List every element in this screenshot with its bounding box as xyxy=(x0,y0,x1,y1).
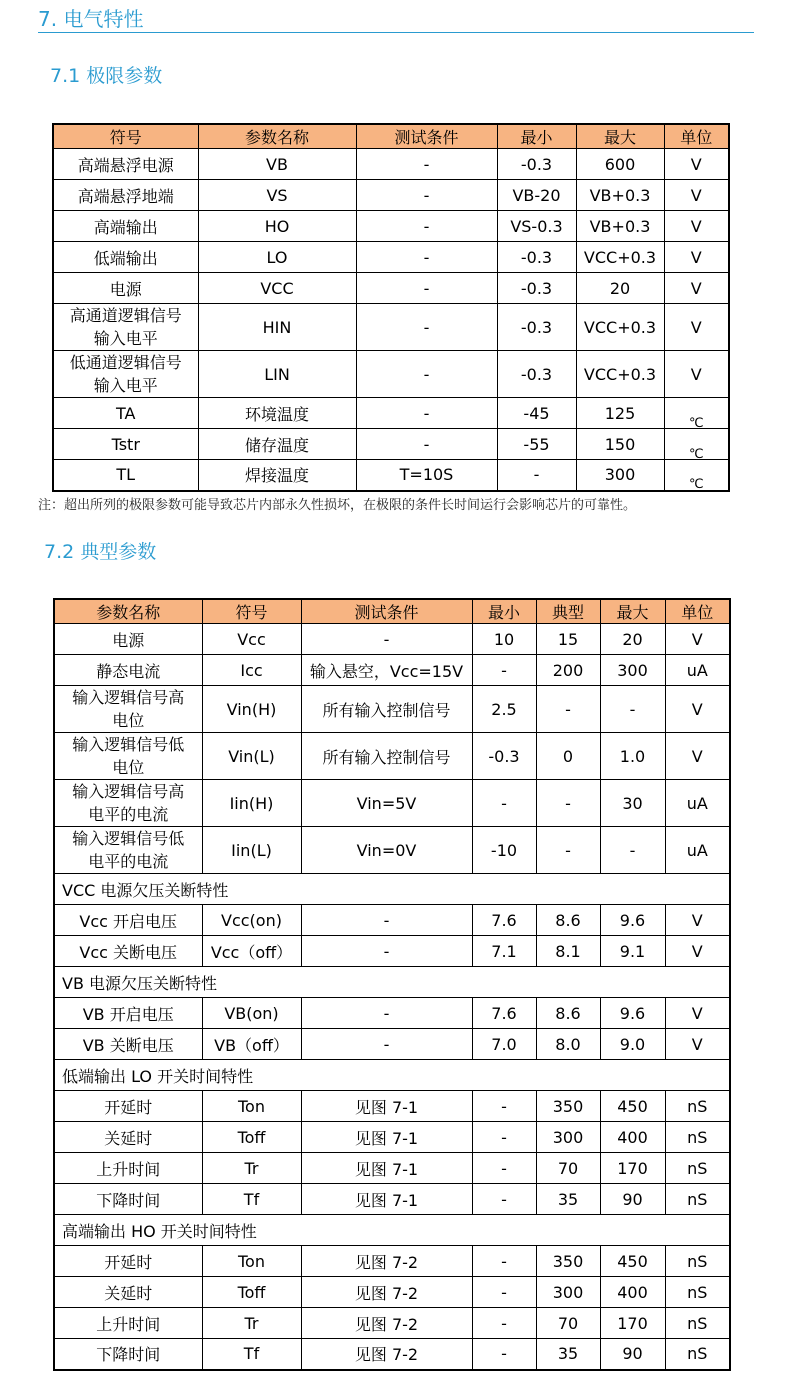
table-cell: -0.3 xyxy=(497,242,576,273)
group-header-row xyxy=(54,1215,730,1246)
table-row xyxy=(54,1308,730,1339)
table-cell: VB(on) xyxy=(202,998,301,1029)
table-cell: Tr xyxy=(202,1308,301,1339)
column-header: 最大 xyxy=(600,599,665,624)
column-header: 单位 xyxy=(664,124,729,149)
table-cell: 9.1 xyxy=(600,936,665,967)
column-header: 符号 xyxy=(53,124,198,149)
table-cell: VS-0.3 xyxy=(497,211,576,242)
table-cell: Vcc xyxy=(202,624,301,655)
table-cell: 300 xyxy=(576,460,664,491)
table-cell: 7.1 xyxy=(472,936,536,967)
table-cell: Vin(H) xyxy=(202,686,301,733)
table-cell: - xyxy=(472,655,536,686)
table-cell: 600 xyxy=(576,149,664,180)
table-cell: V xyxy=(665,686,730,733)
table-cell: -0.3 xyxy=(472,733,536,780)
table-cell: 焊接温度 xyxy=(198,460,356,491)
table-cell: Vin=5V xyxy=(301,780,472,827)
table-cell: Vin=0V xyxy=(301,827,472,874)
group-header-row xyxy=(54,874,730,905)
table-cell: 10 xyxy=(472,624,536,655)
table-cell: - xyxy=(497,460,576,491)
table-cell: 7.6 xyxy=(472,998,536,1029)
table-cell: VB xyxy=(198,149,356,180)
table-cell: - xyxy=(301,998,472,1029)
table-cell: 9.6 xyxy=(600,905,665,936)
table-cell: 7.6 xyxy=(472,905,536,936)
table-cell: 低端输出 xyxy=(53,242,198,273)
group-title: 高端输出 HO 开关时间特性 xyxy=(54,1215,730,1246)
table-cell: - xyxy=(536,686,600,733)
table-cell: VB 关断电压 xyxy=(54,1029,202,1060)
table-cell: 关延时 xyxy=(54,1122,202,1153)
typical-table xyxy=(53,598,731,1371)
table-cell: - xyxy=(472,1153,536,1184)
table-row xyxy=(54,936,730,967)
table-cell: nS xyxy=(665,1308,730,1339)
table-row xyxy=(54,827,730,874)
table-cell: 高端悬浮电源 xyxy=(53,149,198,180)
table-cell: Toff xyxy=(202,1122,301,1153)
table-cell: 见图 7-1 xyxy=(301,1184,472,1215)
table-cell: - xyxy=(536,780,600,827)
column-header: 典型 xyxy=(536,599,600,624)
table-cell: - xyxy=(600,827,665,874)
table-cell: 关延时 xyxy=(54,1277,202,1308)
table-cell: VB-20 xyxy=(497,180,576,211)
table-cell: - xyxy=(301,1029,472,1060)
table-cell: 20 xyxy=(600,624,665,655)
table-cell: TA xyxy=(53,398,198,429)
table-cell: HO xyxy=(198,211,356,242)
column-header: 参数名称 xyxy=(198,124,356,149)
table-cell: 见图 7-2 xyxy=(301,1308,472,1339)
table-cell: -0.3 xyxy=(497,351,576,398)
table-cell: Toff xyxy=(202,1277,301,1308)
table-cell: 125 xyxy=(576,398,664,429)
column-header: 参数名称 xyxy=(54,599,202,624)
table-cell: LIN xyxy=(198,351,356,398)
table-cell: - xyxy=(301,905,472,936)
table-cell: 下降时间 xyxy=(54,1339,202,1370)
column-header: 符号 xyxy=(202,599,301,624)
typical-title: 7.2 典型参数 xyxy=(44,541,157,563)
table-cell: 15 xyxy=(536,624,600,655)
table-cell: uA xyxy=(665,780,730,827)
table-cell: - xyxy=(301,936,472,967)
table-cell: 7.0 xyxy=(472,1029,536,1060)
table-cell: V xyxy=(664,149,729,180)
table-row xyxy=(54,905,730,936)
table-cell: 8.1 xyxy=(536,936,600,967)
table-cell: Tr xyxy=(202,1153,301,1184)
table-cell: -55 xyxy=(497,429,576,460)
table-cell: 输入悬空，Vcc=15V xyxy=(301,655,472,686)
table-cell: -0.3 xyxy=(497,149,576,180)
table-cell: - xyxy=(356,351,497,398)
table-cell: VCC+0.3 xyxy=(576,351,664,398)
table-cell: VCC+0.3 xyxy=(576,242,664,273)
table-cell: 1.0 xyxy=(600,733,665,780)
table-cell: V xyxy=(664,211,729,242)
table-cell: 见图 7-1 xyxy=(301,1091,472,1122)
table-cell: - xyxy=(472,1308,536,1339)
table-cell: V xyxy=(664,180,729,211)
table-cell: VB 开启电压 xyxy=(54,998,202,1029)
table-row xyxy=(54,1153,730,1184)
table-cell: 上升时间 xyxy=(54,1308,202,1339)
table-cell: 90 xyxy=(600,1339,665,1370)
column-header: 测试条件 xyxy=(356,124,497,149)
table-cell: 静态电流 xyxy=(54,655,202,686)
table-row xyxy=(53,273,729,304)
table-cell: VB+0.3 xyxy=(576,211,664,242)
table-cell: 450 xyxy=(600,1246,665,1277)
table-cell: 0 xyxy=(536,733,600,780)
table-cell: - xyxy=(472,1339,536,1370)
table-cell: 见图 7-2 xyxy=(301,1277,472,1308)
table-row xyxy=(53,211,729,242)
table-cell: -0.3 xyxy=(497,304,576,351)
table-cell: 见图 7-2 xyxy=(301,1246,472,1277)
table-cell: VB（off） xyxy=(202,1029,301,1060)
table-cell: V xyxy=(664,351,729,398)
table-cell: 300 xyxy=(600,655,665,686)
table-cell: - xyxy=(472,1184,536,1215)
group-title: 低端输出 LO 开关时间特性 xyxy=(54,1060,730,1091)
table-cell: 350 xyxy=(536,1246,600,1277)
table-cell: 8.6 xyxy=(536,905,600,936)
table-cell: 输入逻辑信号高 电平的电流 xyxy=(54,780,202,827)
table-cell: Iin(L) xyxy=(202,827,301,874)
table-cell: 70 xyxy=(536,1153,600,1184)
table-cell: V xyxy=(665,624,730,655)
table-cell: 170 xyxy=(600,1308,665,1339)
table-cell: 电源 xyxy=(54,624,202,655)
table-cell: V xyxy=(664,304,729,351)
table-cell: 高端悬浮地端 xyxy=(53,180,198,211)
table-cell: T=10S xyxy=(356,460,497,491)
table-row xyxy=(54,780,730,827)
table-cell: 输入逻辑信号低 电位 xyxy=(54,733,202,780)
table-cell: Iin(H) xyxy=(202,780,301,827)
table-row xyxy=(54,1339,730,1370)
table-cell: 低通道逻辑信号 输入电平 xyxy=(53,351,198,398)
table-row xyxy=(53,304,729,351)
table-cell: - xyxy=(472,1091,536,1122)
limits-note: 注：超出所列的极限参数可能导致芯片内部永久性损坏，在极限的条件长时间运行会影响芯片的可靠性。 xyxy=(38,498,637,513)
table-cell: - xyxy=(472,1122,536,1153)
table-cell: nS xyxy=(665,1246,730,1277)
table-cell: V xyxy=(665,936,730,967)
table-cell: 400 xyxy=(600,1122,665,1153)
table-cell: 所有输入控制信号 xyxy=(301,733,472,780)
table-row xyxy=(54,1277,730,1308)
table-cell: V xyxy=(664,273,729,304)
table-cell: Ton xyxy=(202,1246,301,1277)
table-cell: 电源 xyxy=(53,273,198,304)
typical-header-row xyxy=(54,599,730,624)
table-cell: 见图 7-1 xyxy=(301,1153,472,1184)
table-cell: 30 xyxy=(600,780,665,827)
table-cell: 所有输入控制信号 xyxy=(301,686,472,733)
group-header-row xyxy=(54,1060,730,1091)
table-row xyxy=(54,1246,730,1277)
table-cell: - xyxy=(356,242,497,273)
table-cell: nS xyxy=(665,1184,730,1215)
column-header: 测试条件 xyxy=(301,599,472,624)
table-cell: nS xyxy=(665,1277,730,1308)
table-cell: Vcc(on) xyxy=(202,905,301,936)
column-header: 单位 xyxy=(665,599,730,624)
table-cell: 开延时 xyxy=(54,1246,202,1277)
table-cell: 输入逻辑信号低 电平的电流 xyxy=(54,827,202,874)
table-cell: nS xyxy=(665,1091,730,1122)
column-header: 最小 xyxy=(472,599,536,624)
table-cell: Tf xyxy=(202,1339,301,1370)
table-row xyxy=(53,149,729,180)
table-cell: VCC+0.3 xyxy=(576,304,664,351)
table-cell: Vcc 开启电压 xyxy=(54,905,202,936)
table-cell: - xyxy=(536,827,600,874)
table-cell: 见图 7-1 xyxy=(301,1122,472,1153)
table-cell: 9.0 xyxy=(600,1029,665,1060)
table-cell: 环境温度 xyxy=(198,398,356,429)
group-title: VCC 电源欠压关断特性 xyxy=(54,874,730,905)
table-cell: V xyxy=(665,1029,730,1060)
table-row xyxy=(53,460,729,491)
table-cell: 见图 7-2 xyxy=(301,1339,472,1370)
table-cell: 35 xyxy=(536,1184,600,1215)
table-cell: nS xyxy=(665,1339,730,1370)
table-cell: 150 xyxy=(576,429,664,460)
limits-table xyxy=(52,123,730,492)
table-cell: - xyxy=(356,429,497,460)
table-cell: Vin(L) xyxy=(202,733,301,780)
table-cell: 储存温度 xyxy=(198,429,356,460)
table-cell: V xyxy=(664,242,729,273)
table-cell: 90 xyxy=(600,1184,665,1215)
table-row xyxy=(54,1091,730,1122)
section-title: 7. 电气特性 xyxy=(38,6,754,33)
table-cell: 300 xyxy=(536,1277,600,1308)
table-row xyxy=(53,180,729,211)
table-cell: TL xyxy=(53,460,198,491)
table-cell: V xyxy=(665,905,730,936)
table-cell: HIN xyxy=(198,304,356,351)
table-cell: VCC xyxy=(198,273,356,304)
table-cell: nS xyxy=(665,1153,730,1184)
table-cell: LO xyxy=(198,242,356,273)
table-row xyxy=(54,1029,730,1060)
table-row xyxy=(54,1122,730,1153)
table-cell: -45 xyxy=(497,398,576,429)
table-row xyxy=(53,351,729,398)
table-cell: Vcc 关断电压 xyxy=(54,936,202,967)
table-row xyxy=(53,242,729,273)
table-cell: Ton xyxy=(202,1091,301,1122)
table-cell: Icc xyxy=(202,655,301,686)
table-row xyxy=(53,429,729,460)
table-cell: uA xyxy=(665,655,730,686)
table-cell: 8.0 xyxy=(536,1029,600,1060)
table-cell: 35 xyxy=(536,1339,600,1370)
table-row xyxy=(54,1184,730,1215)
table-cell: V xyxy=(665,998,730,1029)
table-cell: VB+0.3 xyxy=(576,180,664,211)
table-cell: - xyxy=(301,624,472,655)
table-cell: 200 xyxy=(536,655,600,686)
column-header: 最小 xyxy=(497,124,576,149)
table-cell: 输入逻辑信号高 电位 xyxy=(54,686,202,733)
table-cell: 高端输出 xyxy=(53,211,198,242)
table-cell: 9.6 xyxy=(600,998,665,1029)
column-header: 最大 xyxy=(576,124,664,149)
table-cell: ℃ xyxy=(664,429,729,460)
limits-header-row xyxy=(53,124,729,149)
table-cell: ℃ xyxy=(664,460,729,491)
table-cell: Vcc（off） xyxy=(202,936,301,967)
table-cell: VS xyxy=(198,180,356,211)
table-cell: - xyxy=(472,780,536,827)
table-cell: 上升时间 xyxy=(54,1153,202,1184)
table-cell: - xyxy=(356,304,497,351)
table-row xyxy=(54,624,730,655)
group-title: VB 电源欠压关断特性 xyxy=(54,967,730,998)
table-cell: 450 xyxy=(600,1091,665,1122)
table-row xyxy=(54,686,730,733)
table-cell: 开延时 xyxy=(54,1091,202,1122)
group-header-row xyxy=(54,967,730,998)
table-row xyxy=(54,733,730,780)
table-cell: - xyxy=(356,273,497,304)
limits-title: 7.1 极限参数 xyxy=(50,65,163,87)
table-cell: ℃ xyxy=(664,398,729,429)
table-cell: 70 xyxy=(536,1308,600,1339)
table-row xyxy=(54,998,730,1029)
table-cell: 400 xyxy=(600,1277,665,1308)
table-cell: Tf xyxy=(202,1184,301,1215)
table-row xyxy=(54,655,730,686)
table-cell: - xyxy=(472,1277,536,1308)
table-cell: 350 xyxy=(536,1091,600,1122)
table-cell: - xyxy=(356,398,497,429)
table-cell: 20 xyxy=(576,273,664,304)
table-cell: Tstr xyxy=(53,429,198,460)
table-cell: 下降时间 xyxy=(54,1184,202,1215)
table-cell: nS xyxy=(665,1122,730,1153)
table-cell: - xyxy=(356,211,497,242)
table-cell: V xyxy=(665,733,730,780)
table-cell: -10 xyxy=(472,827,536,874)
table-cell: -0.3 xyxy=(497,273,576,304)
table-cell: 300 xyxy=(536,1122,600,1153)
table-cell: - xyxy=(356,149,497,180)
table-cell: - xyxy=(600,686,665,733)
table-cell: 8.6 xyxy=(536,998,600,1029)
table-cell: 高通道逻辑信号 输入电平 xyxy=(53,304,198,351)
table-cell: - xyxy=(356,180,497,211)
table-row xyxy=(53,398,729,429)
table-cell: 2.5 xyxy=(472,686,536,733)
table-cell: 170 xyxy=(600,1153,665,1184)
table-cell: uA xyxy=(665,827,730,874)
table-cell: - xyxy=(472,1246,536,1277)
